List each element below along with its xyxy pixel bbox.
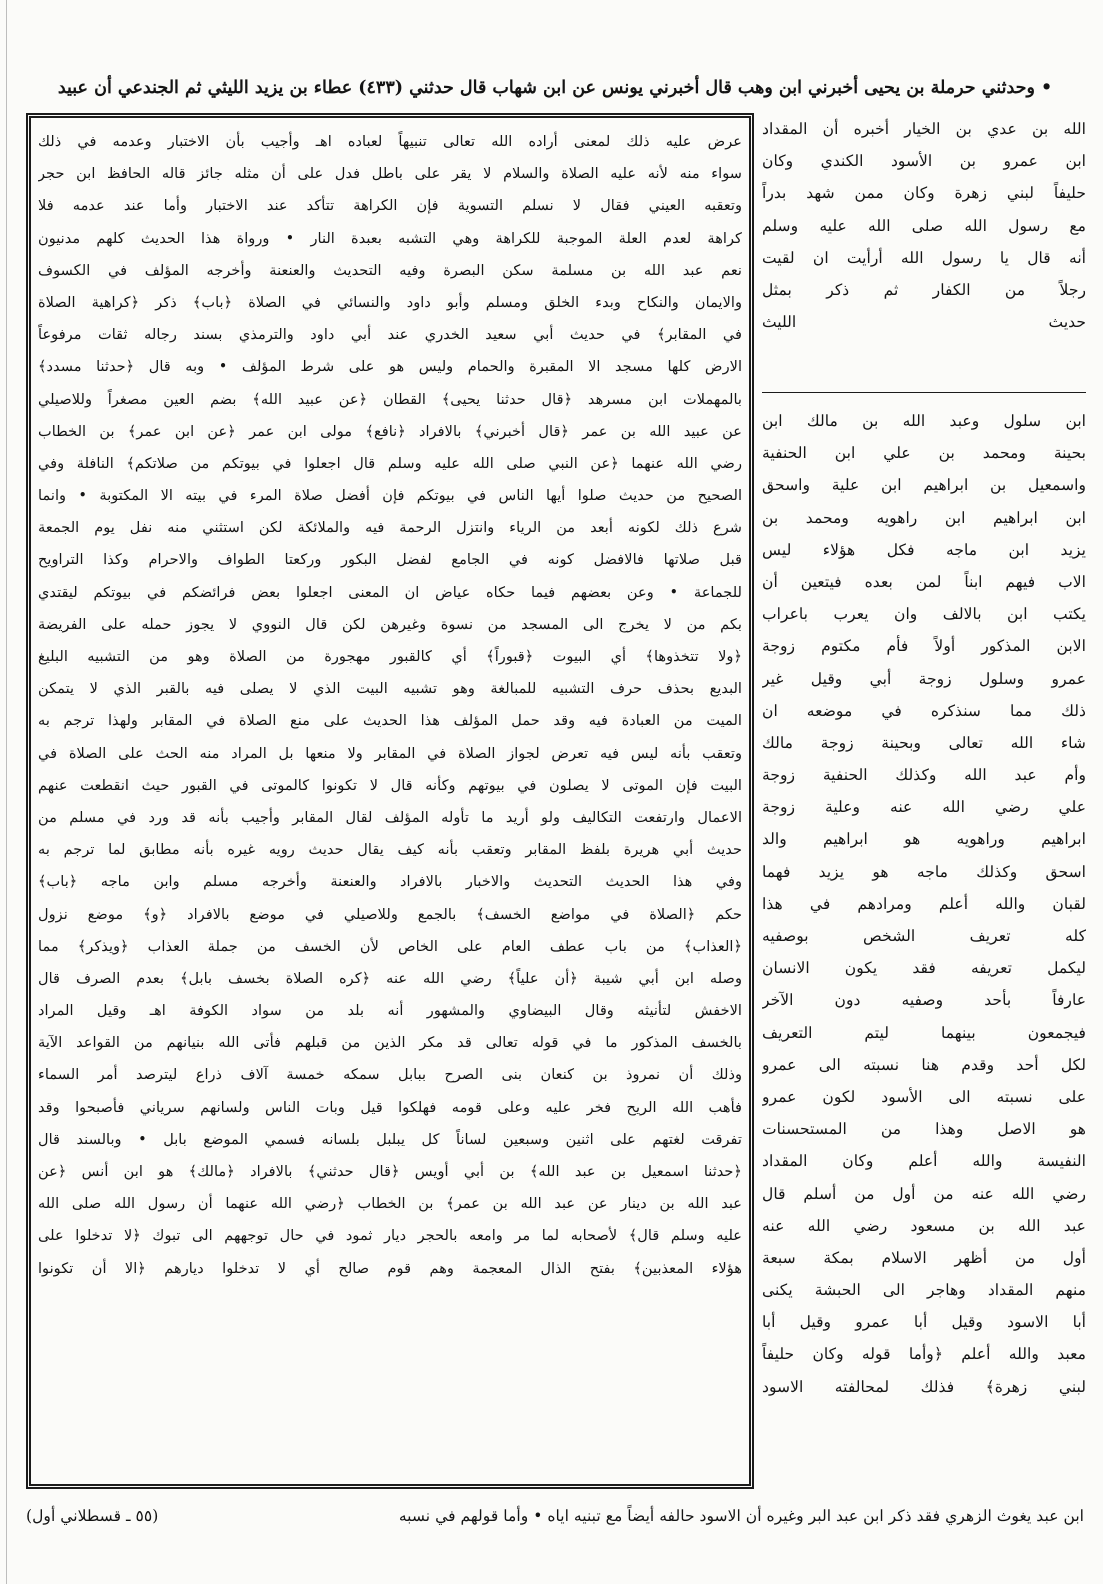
text-line: في المقابر﴾ في حديث أبي سعيد الخدري عند أبي داود والترمذي بسند رجاله ثقات مرفوعاً [38, 326, 742, 344]
text-line: الاب فيهم ابناً لمن بعده فيتعين أن [762, 572, 1086, 591]
text-line: وتعقب بأنه ليس فيه تعرض لجواز الصلاة في المقابر ولا منعها بل المراد منه الحث على الصلاة في [38, 744, 742, 762]
column-divider [762, 392, 1086, 393]
text-line: تفرقت لغتهم على اثنين وسبعين لساناً كل يبلبل بلسانه فسمي الموضع بابل • وبالسند قال [38, 1130, 742, 1148]
text-line: عرض عليه ذلك لمعنى أراده الله تعالى تنبيهاً لعباده اهـ وأجيب بأن الاختبار وعدمه في ذلك [38, 133, 742, 150]
text-line: حديث الليث [762, 313, 1086, 332]
text-line: ذلك مما سنذكره في موضعه ان [762, 701, 1086, 720]
text-line: عارفاً بأحد وصفيه دون الآخر [762, 991, 1086, 1010]
text-line: أبا الاسود وقيل أبا عمرو وقيل أبا [762, 1313, 1086, 1332]
text-line: الاخفش لتأنيثه وقال البيضاوي والمشهور أنه بلد من سواد الكوفة اهـ وقيل المراد [38, 1002, 742, 1020]
text-line: النفيسة والله أعلم وكان المقداد [762, 1152, 1086, 1171]
commentary-text [38, 126, 742, 1285]
text-line: فيجمعون بينهما ليتم التعريف [762, 1023, 1086, 1042]
text-line: أول من أظهر الاسلام بمكة سبعة [762, 1248, 1086, 1267]
text-line: كراهة لعدم العلة الموجبة للكراهة وهي التشبه بعبدة النار • ورواة هذا الحديث كلهم مدنيون [38, 229, 742, 247]
text-line: شرع ذلك لكونه أبعد من الرياء وانتزل الرحمة فيه والملائكة لكن استثني منه نفل يوم الجمعة [38, 519, 742, 537]
text-line: علي رضي الله عنه وعلية زوجة [762, 798, 1086, 817]
text-line: اسحق وكذلك ماجه هو يزيد فهما [762, 862, 1086, 881]
signature-mark: (٥٥ ـ قسطلاني أول) [26, 1496, 166, 1536]
text-line: وصله ابن أبي شيبة ﴿أن علياً﴾ رضي الله عنه ﴿كره الصلاة بخسف بابل﴾ بعدم الصرف قال [38, 969, 742, 987]
text-line: مع رسول الله صلى الله عليه وسلم [762, 216, 1086, 235]
text-line: الله بن عدي بن الخيار أخبره أن المقداد [762, 120, 1086, 138]
text-line: حديث أبي هريرة بلفظ المقابر وتعقب بأنه كيف يقال حديث رويه غيره بأنه مطابق لما ترجم به [38, 841, 742, 859]
text-line: منهم المقداد وهاجر الى الحبشة يكنى [762, 1281, 1086, 1300]
text-line: وذلك أن نمروذ بن كنعان بنى الصرح ببابل سمكه خمسة آلاف ذراع ليترصد أمر السماء [38, 1066, 742, 1084]
text-line: فأهب الله الريح فخر عليه وعلى قومه فهلكوا قيل وبات الناس ولسانهم سرياني فأصبحوا وقد [38, 1098, 742, 1116]
text-line: حكم ﴿الصلاة في مواضع الخسف﴾ بالجمع وللاصيلي في موضع بالافراد ﴿و﴾ موضع نزول [38, 905, 742, 923]
text-line: الصحيح من حديث صلوا أيها الناس في بيوتكم فإن أفضل صلاة المرء في بيته الا المكتوبة • وانما [38, 487, 742, 505]
footer-continuation: ابن عبد يغوث الزهري فقد ذكر ابن عبد البر وغيره أن الاسود حالفه أيضاً مع تبنيه اياه • وأما قولهم في نسبه [398, 1507, 1084, 1525]
text-line: بالخسف المذكور ما في قوله تعالى قد مكر الذين من قبلهم فأتى الله بنيانهم من القواعد الآية [38, 1034, 742, 1052]
text-line: يكتب ابن بالالف وان يعرب باعراب [762, 605, 1086, 624]
text-line: هو الاصل وهذا من المستحسنات [762, 1120, 1086, 1139]
text-line: هؤلاء المعذبين﴾ بفتح الذال المعجمة وهم قوم صالح أي لا تدخلوا ديارهم ﴿الا أن تكونوا [38, 1259, 742, 1277]
text-line: أنه قال يا رسول الله أرأيت ان لقيت [762, 248, 1086, 267]
text-line: عبد الله بن دينار عن عبد الله بن عمر﴾ بن الخطاب ﴿رضي الله عنهما أن رسول الله صلى الله [38, 1195, 742, 1213]
text-line: عبد الله بن مسعود رضي الله عنه [762, 1216, 1086, 1235]
text-line: ابن عمرو بن الأسود الكندي وكان [762, 152, 1086, 171]
page-header: • وحدثني حرملة بن يحيى أخبرني ابن وهب قال أخبرني يونس عن ابن شهاب قال حدثني (٤٣٣) عطاء بن يزيد الليثي ثم الجندعي أن عبيد [57, 78, 1053, 98]
nawawi-commentary [762, 405, 1086, 1403]
hadith-text [762, 113, 1086, 386]
text-line: رضي الله عنهما ﴿عن النبي صلى الله عليه وسلم قال اجعلوا في بيوتكم من صلاتكم﴾ النافلة وفي [38, 454, 742, 472]
text-line: سواء منه لأنه عليه الصلاة والسلام لا يقر على باطل فدل على أن مثله جائز قاله الحافظ ابن حجر [38, 165, 742, 183]
text-line: معبد والله أعلم ﴿وأما قوله وكان حليفاً [762, 1345, 1086, 1364]
text-line: عمرو وسلول زوجة أبي وقيل غير [762, 669, 1086, 688]
text-line: بالمهملات ابن مسرهد ﴿قال حدثنا يحيى﴾ القطان ﴿عن عبيد الله﴾ بضم العين مصغراً وللاصيلي [38, 390, 742, 408]
text-line: كله تعريف الشخص بوصفيه [762, 927, 1086, 945]
text-line: ﴿حدثنا اسمعيل بن عبد الله﴾ بن أبي أويس ﴿قال حدثني﴾ بالافراد ﴿مالك﴾ هو ابن أنس ﴿عن [38, 1163, 742, 1180]
text-line: لبني زهرة﴾ فذلك لمحالفته الاسود [762, 1377, 1086, 1396]
text-line: قبل صلاتها فالافضل كونه في الجامع لفضل البكور وركعتا الطواف والاحرام وكذا التراويح [38, 551, 742, 569]
text-line: وتعقبه العيني فقال لا نسلم التسوية فإن الكراهة تتأكد عند الاختبار وأما عند عدمه فلا [38, 197, 742, 215]
text-line: ﴿العذاب﴾ من باب عطف العام على الخاص لأن الخسف من جملة العذاب ﴿ويذكر﴾ مما [38, 937, 742, 955]
text-line: البيت فإن الموتى لا يصلون في بيوتهم وكأنه قال لا تكونوا كالموتى في القبور حيث انقطعت عنهم [38, 776, 742, 794]
text-line: الارض كلها مسجد الا المقبرة والحمام وليس هو على شرط المؤلف • وبه قال ﴿حدثنا مسدد﴾ [38, 358, 742, 376]
text-line: حليفاً لبني زهرة وكان ممن شهد بدراً [762, 184, 1086, 203]
text-line: شاء الله تعالى وبحينة زوجة مالك [762, 733, 1086, 752]
text-line: وفي هذا الحديث التحديث والاخبار بالافراد والعنعنة وأخرجه مسلم وابن ماجه ﴿باب﴾ [38, 873, 742, 891]
text-line: رضي الله عنه من أول من أسلم قال [762, 1184, 1086, 1203]
text-line: لقبان والله أعلم ومرادهم في هذا [762, 894, 1086, 913]
text-line: ابن ابراهيم ابن راهويه ومحمد بن [762, 508, 1086, 527]
commentary-box [26, 113, 754, 1489]
side-column [762, 113, 1086, 1403]
text-line: ليكمل تعريفه فقد يكون الانسان [762, 959, 1086, 978]
text-line: واسمعيل بن ابراهيم ابن علية واسحق [762, 476, 1086, 495]
text-line: عليه وسلم قال﴾ لأصحابه لما مر وامعه بالحجر ديار ثمود في حال توجههم الى تبوك ﴿لا تدخلوا على [38, 1227, 742, 1245]
text-line: الميت من العبادة فيه وقد حمل المؤلف هذا الحديث على منع الصلاة في المقابر ولهذا ترجم به [38, 712, 742, 730]
page-footer [26, 1496, 1084, 1536]
text-line: عن عبيد الله بن عمر ﴿قال أخبرني﴾ بالافراد ﴿نافع﴾ مولى ابن عمر ﴿عن ابن عمر﴾ بن الخطاب [38, 422, 742, 440]
text-line: على نسبته الى الأسود لكون عمرو [762, 1087, 1086, 1106]
text-line: للجماعة • وعن بعضهم فيما حكاه عياض ان المعنى اجعلوا بعض فرائضكم في بيوتكم ليقتدي [38, 583, 742, 601]
text-line: ابراهيم وراهويه هو ابراهيم والد [762, 830, 1086, 849]
text-line: وأم عبد الله وكذلك الحنفية زوجة [762, 766, 1086, 785]
text-line: الاعمال وارتفعت التكاليف ولو أريد ما تأوله المؤلف لقال المقابر وأجيب بأنه قد ورد في مسلم من [38, 808, 742, 826]
text-line: ابن سلول وعبد الله بن مالك ابن [762, 412, 1086, 430]
text-line: البديع بحذف حرف التشبيه للمبالغة وهو تشبيه البيت الذي لا يصلى فيه بالقبر الذي لا يتمكن [38, 680, 742, 698]
text-line: نعم عبد الله بن مسلمة سكن البصرة وفيه التحديث والعنعنة وأخرجه المؤلف في الكسوف [38, 261, 742, 279]
text-line: الابن المذكور أولاً فأم مكتوم زوجة [762, 637, 1086, 656]
text-line: رجلاً من الكفار ثم ذكر بمثل [762, 280, 1086, 299]
text-line: والايمان والنكاح وبدء الخلق ومسلم وأبو داود والنسائي في الصلاة ﴿باب﴾ ذكر ﴿كراهية الصلاة [38, 293, 742, 311]
text-line: ﴿ولا تتخذوها﴾ أي البيوت ﴿قبوراً﴾ أي كالقبور مهجورة من الصلاة وهو من التشبيه البليغ [38, 648, 742, 665]
text-line: بكم من لا يخرج الى المسجد من نسوة وغيرهن لكن قال النووي لا يجوز حمله على الفريضة [38, 615, 742, 633]
text-line: بحينة ومحمد بن علي ابن الحنفية [762, 444, 1086, 463]
page-margin-line [6, 0, 7, 1584]
text-line: يزيد ابن ماجه فكل هؤلاء ليس [762, 540, 1086, 559]
text-line: لكل أحد وقدم هنا نسبته الى عمرو [762, 1055, 1086, 1074]
